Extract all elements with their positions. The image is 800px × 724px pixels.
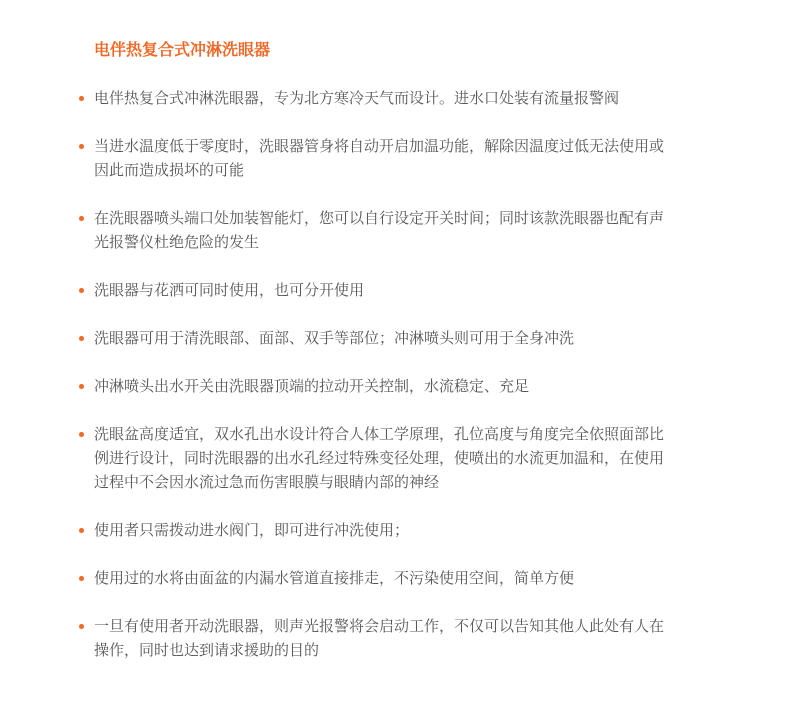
list-item-text: 当进水温度低于零度时，洗眼器管身将自动开启加温功能，解除因温度过低无法使用或因此而造成损坏的可能 bbox=[94, 137, 665, 179]
bullet-dot-icon bbox=[79, 624, 84, 629]
list-item bbox=[0, 614, 664, 662]
list-item bbox=[0, 134, 664, 182]
list-item-text: 电伴热复合式冲淋洗眼器，专为北方寒冷天气而设计。进水口处装有流量报警阀 bbox=[94, 89, 620, 107]
bullet-dot-icon bbox=[79, 288, 84, 293]
list-item bbox=[0, 278, 664, 302]
list-item-text: 洗眼器与花洒可同时使用，也可分开使用 bbox=[94, 281, 365, 299]
list-item bbox=[0, 326, 664, 350]
list-item-text: 洗眼盆高度适宜，双水孔出水设计符合人体工学原理，孔位高度与角度完全依照面部比例进行设计，同时洗眼器的出水孔经过特殊变径处理，使喷出的水流更加温和，在使用过程中不会因水流过急而伤害眼膜与眼睛内部的神经 bbox=[94, 425, 665, 491]
list-item-text: 冲淋喷头出水开关由洗眼器顶端的拉动开关控制，水流稳定、充足 bbox=[94, 377, 530, 395]
bullet-dot-icon bbox=[79, 144, 84, 149]
list-item-text: 洗眼器可用于清洗眼部、面部、双手等部位；冲淋喷头则可用于全身冲洗 bbox=[94, 329, 575, 347]
bullet-dot-icon bbox=[79, 336, 84, 341]
list-item-text: 在洗眼器喷头端口处加装智能灯，您可以自行设定开关时间；同时该款洗眼器也配有声光报警仪杜绝危险的发生 bbox=[94, 209, 665, 251]
list-item-text: 一旦有使用者开动洗眼器，则声光报警将会启动工作，不仅可以告知其他人此处有人在操作，同时也达到请求援助的目的 bbox=[94, 617, 665, 659]
list-item bbox=[0, 86, 664, 110]
bullet-dot-icon bbox=[79, 528, 84, 533]
bullet-dot-icon bbox=[79, 96, 84, 101]
list-item bbox=[0, 566, 664, 590]
bullet-dot-icon bbox=[79, 432, 84, 437]
list-item bbox=[0, 422, 664, 494]
list-item bbox=[0, 206, 664, 254]
list-item-text: 使用过的水将由面盆的内漏水管道直接排走，不污染使用空间，简单方便 bbox=[94, 569, 575, 587]
page-title: 电伴热复合式冲淋洗眼器 bbox=[94, 40, 271, 59]
feature-list bbox=[0, 86, 800, 686]
list-item-text: 使用者只需拨动进水阀门，即可进行冲洗使用； bbox=[94, 521, 410, 539]
bullet-dot-icon bbox=[79, 384, 84, 389]
bullet-dot-icon bbox=[79, 216, 84, 221]
bullet-dot-icon bbox=[79, 576, 84, 581]
list-item bbox=[0, 518, 664, 542]
list-item bbox=[0, 374, 664, 398]
